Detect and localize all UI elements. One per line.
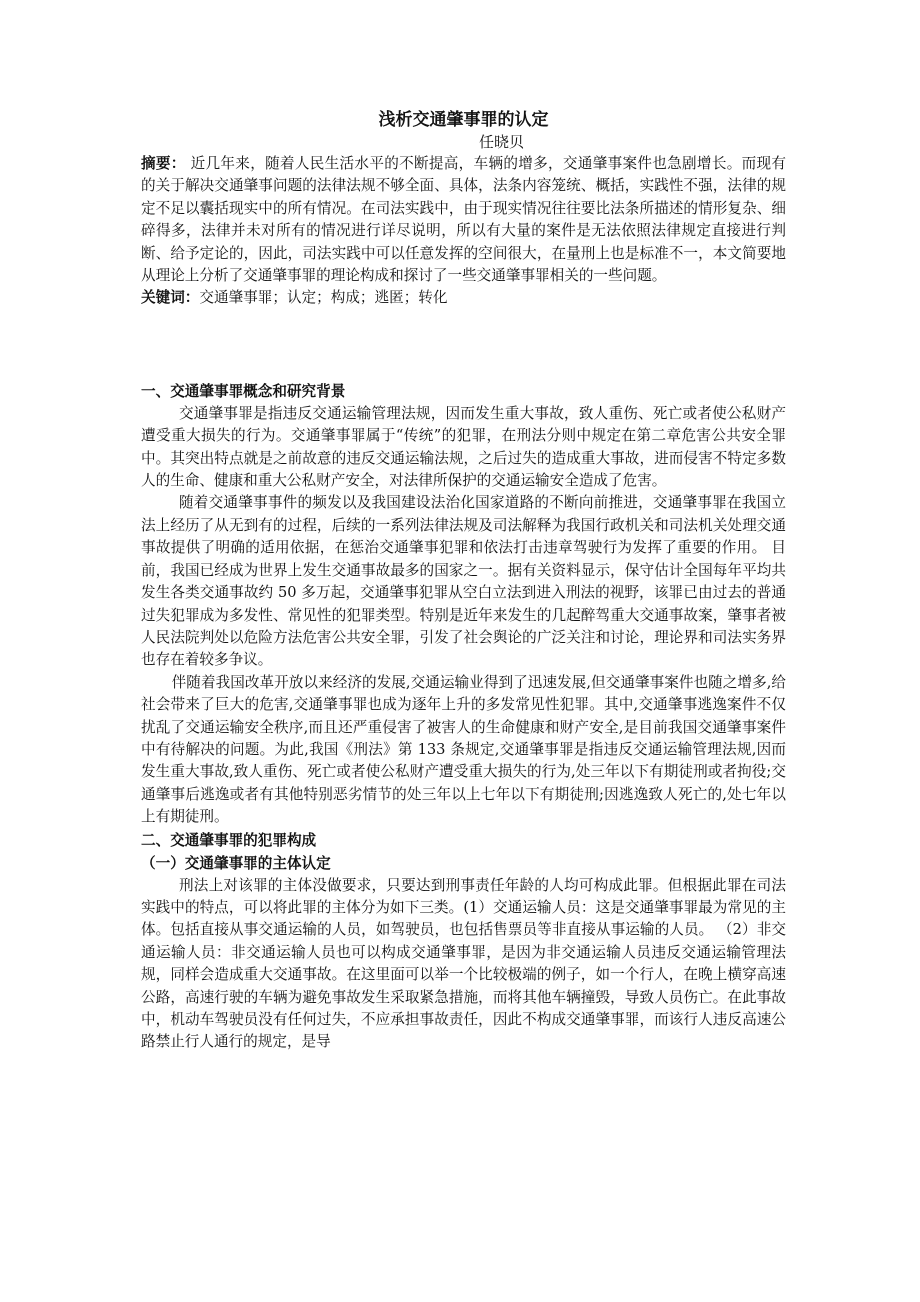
section-1-paragraph-2: 随着交通肇事事件的频发以及我国建设法治化国家道路的不断向前推进，交通肇事罪在我国立法上经历了从无到有的过程，后续的一系列法律法规及司法解释为我国行政机关和司法机关处理交通事故提供了明确的适用依据，在惩治交通肇事犯罪和依法打击违章驾驶行为发挥了重要的作用。 目前，我国已经成为世界上发生交通事故最多的国家之一。据有关资料显示，保守估计全国每年平均共发生各类交通事故约 50 多万起，交通肇事犯罪从空白立法到进入刑法的视野，该罪已由过去的普通过失犯罪成为多发性、常见性的犯罪类型。特别是近年来发生的几起醉驾重大交通事故案，肇事者被人民法院判处以危险方法危害公共安全罪，引发了社会舆论的广泛关注和讨论，理论界和司法实务界也存在着较多争议。 <box>141 494 786 669</box>
document-body <box>141 108 786 1054</box>
abstract-text: 近几年来，随着人民生活水平的不断提高，车辆的增多，交通肇事案件也急剧增长。而现有的关于解决交通肇事问题的法律法规不够全面、具体，法条内容笼统、概括，实践性不强，法律的规定不足以囊括现实中的所有情况。在司法实践中，由于现实情况往往要比法条所描述的情形复杂、细碎得多，法律并未对所有的情况进行详尽说明，所以有大量的案件是无法依照法律规定直接进行判断、给予定论的，因此，司法实践中可以任意发挥的空间很大，在量刑上也是标准不一，本文简要地从理论上分析了交通肇事罪的理论构成和探讨了一些交通肇事罪相关的一些问题。 <box>141 155 786 285</box>
keywords-paragraph <box>141 287 786 309</box>
keywords-label: 关键词： <box>141 289 200 307</box>
document-title: 浅析交通肇事罪的认定 <box>378 110 549 130</box>
section-1-paragraph-3: 伴随着我国改革开放以来经济的发展,交通运输业得到了迅速发展,但交通肇事案件也随之增多,给社会带来了巨大的危害,交通肇事罪也成为逐年上升的多发常见性犯罪。其中,交通肇事逃逸案件不仅扰乱了交通运输安全秩序,而且还严重侵害了被害人的生命健康和财产安全,是目前我国交通肇事案件中有待解决的问题。为此,我国《刑法》第 133 条规定,交通肇事罪是指违反交通运输管理法规,因而发生重大事故,致人重伤、死亡或者使公私财产遭受重大损失的行为,处三年以下有期徒刑或者拘役;交通肇事后逃逸或者有其他特别恶劣情节的处三年以上七年以下有期徒刑;因逃逸致人死亡的,处七年以上有期徒刑。 <box>141 673 786 826</box>
section-1-paragraph-1: 交通肇事罪是指违反交通运输管理法规，因而发生重大事故，致人重伤、死亡或者使公私财产遭受重大损失的行为。交通肇事罪属于“传统”的犯罪，在刑法分则中规定在第二章危害公共安全罪中。其突出特点就是之前故意的违反交通运输法规，之后过失的造成重大事故，进而侵害不特定多数人的生命、健康和重大公私财产安全，对法律所保护的交通运输安全造成了危害。 <box>141 404 786 490</box>
section-heading-1: 一、交通肇事罪概念和研究背景 <box>141 382 346 400</box>
section-heading-2: 二、交通肇事罪的犯罪构成 <box>141 831 317 849</box>
abstract-paragraph <box>141 153 786 287</box>
document-author: 任晓贝 <box>478 133 524 151</box>
abstract-label: 摘要： <box>141 155 186 172</box>
keywords-text: 交通肇事罪；认定；构成；逃匿；转化 <box>199 289 448 307</box>
subsection-heading-2-1: （一）交通肇事罪的主体认定 <box>141 854 331 872</box>
section-2-paragraph-1: 刑法上对该罪的主体没做要求，只要达到刑事责任年龄的人均可构成此罪。但根据此罪在司法实践中的特点，可以将此罪的主体分为如下三类。(1）交通运输人员：这是交通肇事罪最为常见的主体。包括直接从事交通运输的人员，如驾驶员，也包括售票员等非直接从事运输的人员。 （2）非交通运输人员：非交通运输人员也可以构成交通肇事罪，是因为非交通运输人员违反交通运输管理法规，同样会造成重大交通事故。在这里面可以举一个比较极端的例子，如一个行人，在晚上横穿高速公路，高速行驶的车辆为避免事故发生采取紧急措施，而将其他车辆撞毁，导致人员伤亡。在此事故中，机动车驾驶员没有任何过失，不应承担事故责任，因此不构成交通肇事罪，而该行人违反高速公路禁止行人通行的规定，是导 <box>141 876 786 1051</box>
spacer <box>141 310 786 380</box>
